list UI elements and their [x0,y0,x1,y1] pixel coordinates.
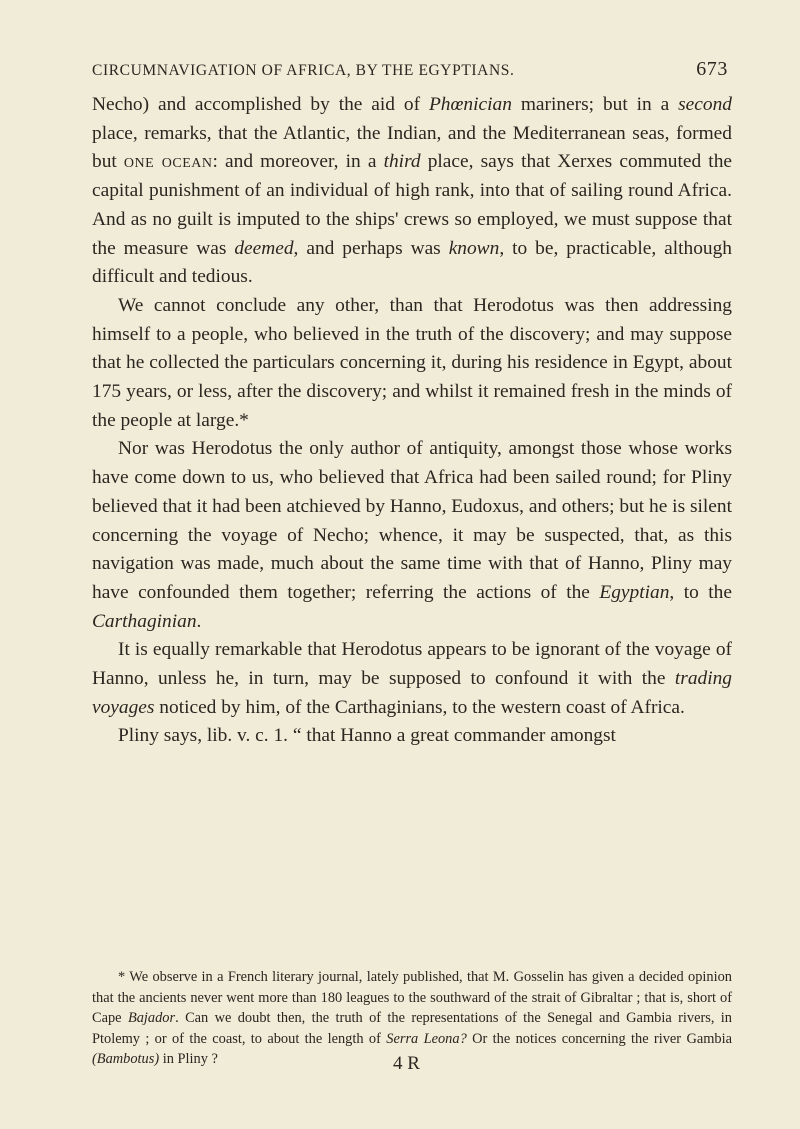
paragraph-2: We cannot conclude any other, than that Herodotus was then addressing himself to a people, who believed in the truth of the discovery; and may suppose that he collected the particulars concerning it, during his residence in Egypt, about 175 years, or less, after the discovery; and whilst it remained fresh in the minds of the people at large.* [92,294,732,431]
signature-mark: 4 R [393,1053,420,1074]
paragraph-4: It is equally remarkable that Herodotus appears to be ignorant of the voyage of Hanno, unless he, in turn, may be supposed to confound it with the trading voyages noticed by him, of the Carthaginians, to the western coast of Africa. [92,639,732,718]
page-number: 673 [696,58,728,80]
main-text [92,91,732,751]
paragraph-5: Pliny says, lib. v. c. 1. “ that Hanno a great commander amongst [118,725,616,747]
paragraph-1: Necho) and accomplished by the aid of Phœnician mariners; but in a second place, remarks, that the Atlantic, the Indian, and the Mediterranean seas, formed but one ocean: and moreover, in a third place, says that Xerxes commuted the capital punishment of an individual of high rank, into that of sailing round Africa. And as no guilt is imputed to the ships' crews so employed, we must suppose that the measure was deemed, and perhaps was known, to be, practicable, although difficult and tedious. [92,94,732,288]
paragraph-3: Nor was Herodotus the only author of antiquity, amongst those whose works have come down to us, who believed that Africa had been sailed round; for Pliny believed that it had been atchieved by Hanno, Eudoxus, and others; but he is silent concerning the voyage of Necho; whence, it may be suspected, that, as this navigation was made, much about the same time with that of Hanno, Pliny may have confounded them together; referring the actions of the Egyptian, to the Carthaginian. [92,438,732,632]
page-header [92,58,728,88]
running-title: CIRCUMNAVIGATION OF AFRICA, BY THE EGYPTIANS. [92,62,515,79]
footnote-text: * We observe in a French literary journal, lately published, that M. Gosselin has given a decided opinion that the ancients never went more than 180 leagues to the southward of the strait of Gibraltar ; that is, short of Cape Bajador. Can we doubt then, the truth of the representations of the Senegal and Gambia rivers, in Ptolemy ; or of the coast, to about the length of Serra Leona? Or the notices concerning the river Gambia (Bambotus) in Pliny ? [92,969,732,1068]
